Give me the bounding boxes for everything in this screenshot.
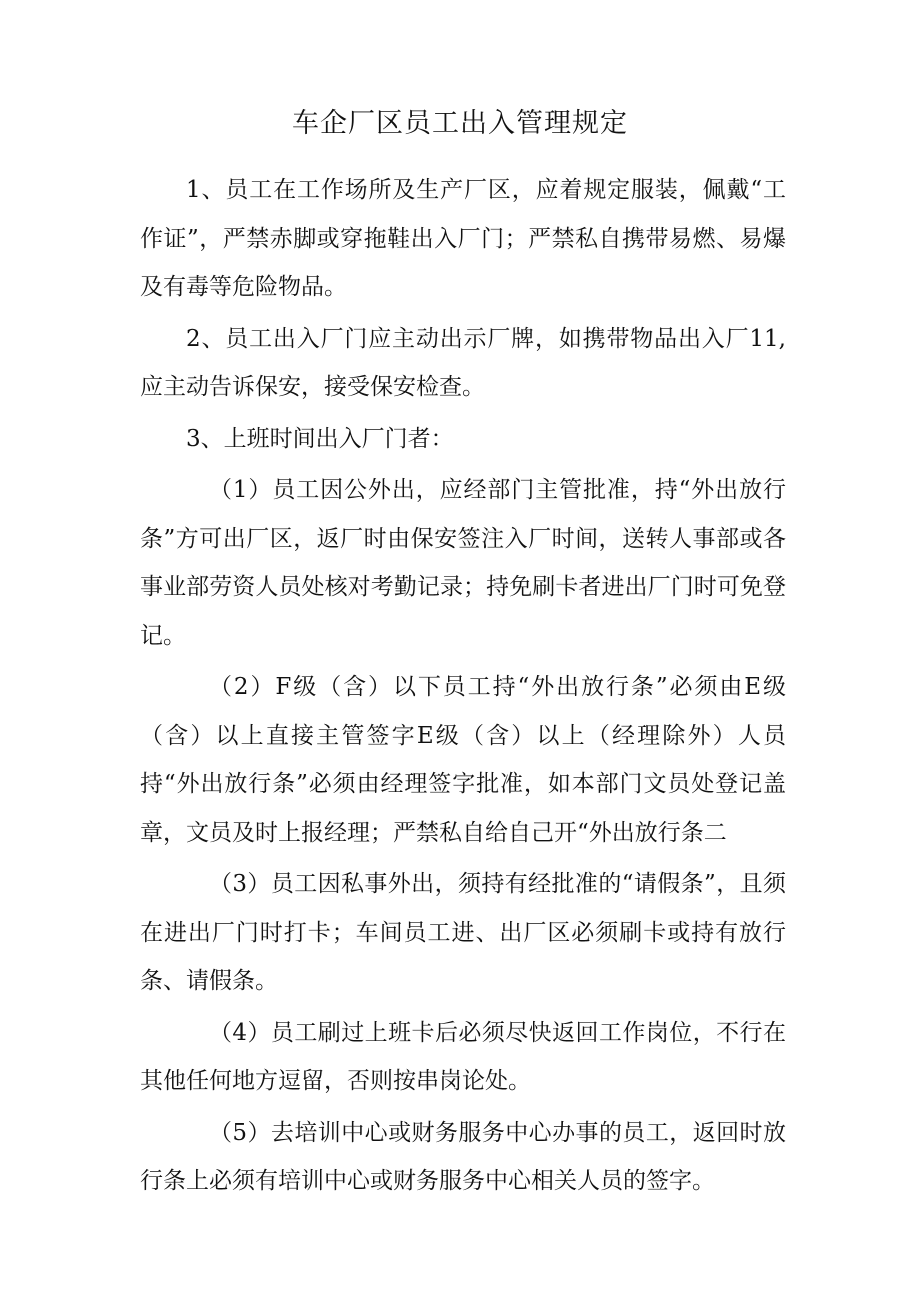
subparagraph-2: （2）F级（含）以下员工持“外出放行条”必须由E级（含）以上直接主管签字E级（含）以上（经理除外）人员持“外出放行条”必须由经理签字批准，如本部门文员处登记盖章，文员及时上报经理；严禁私自给自己开“外出放行条二: [140, 674, 786, 846]
paragraph-3: 3、上班时间出入厂门者：: [186, 425, 454, 452]
subparagraph-1: （1）员工因公外出，应经部门主管批准，持“外出放行条”方可出厂区，返厂时由保安签注入厂时间，送转人事部或各事业部劳资人员处核对考勤记录；持免刷卡者进出厂门时可免登记。: [140, 477, 786, 649]
document-body: [140, 166, 786, 1209]
paragraph-1: 1、员工在工作场所及生产厂区，应着规定服装，佩戴“工作证”，严禁赤脚或穿拖鞋出入厂门；严禁私自携带易燃、易爆及有毒等危险物品。: [140, 177, 786, 300]
paragraph-2: 2、员工出入厂门应主动出示厂牌，如携带物品出入厂11,应主动告诉保安，接受保安检查。: [140, 325, 786, 400]
subparagraph-3: （3）员工因私事外出，须持有经批准的“请假条”，且须在进出厂门时打卡；车间员工进、出厂区必须刷卡或持有放行条、请假条。: [140, 871, 786, 994]
document-title: 车企厂区员工出入管理规定: [292, 108, 628, 139]
subparagraph-4: （4）员工刷过上班卡后必须尽快返回工作岗位，不行在其他任何地方逗留，否则按串岗论处。: [140, 1019, 786, 1094]
subparagraph-5: （5）去培训中心或财务服务中心办事的员工，返回时放行条上必须有培训中心或财务服务中心相关人员的签字。: [140, 1119, 786, 1194]
